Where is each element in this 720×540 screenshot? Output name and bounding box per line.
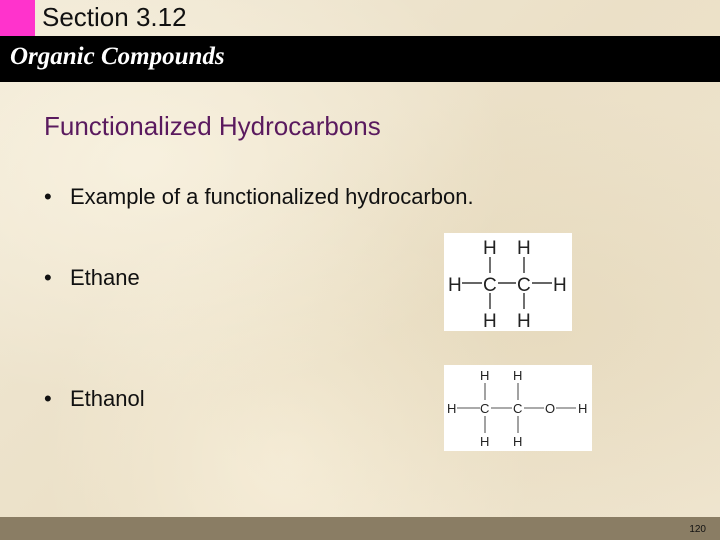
atom-o: O bbox=[545, 401, 556, 416]
bullet-text: Ethanol bbox=[70, 386, 145, 411]
atom-c1: C bbox=[480, 401, 490, 416]
ethanol-structure bbox=[444, 365, 592, 451]
bullet-dot: • bbox=[44, 265, 52, 290]
atom-h-left: H bbox=[448, 275, 462, 296]
atom-h-top-1: H bbox=[480, 368, 490, 383]
chapter-title: Organic Compounds bbox=[10, 43, 225, 70]
atom-c1: C bbox=[483, 275, 497, 296]
bullet-dot: • bbox=[44, 386, 52, 411]
page-number: 120 bbox=[689, 524, 706, 535]
slide-heading: Functionalized Hydrocarbons bbox=[44, 111, 381, 141]
ethane-structure bbox=[444, 233, 572, 331]
atom-c2: C bbox=[513, 401, 523, 416]
atom-h-right: H bbox=[578, 401, 588, 416]
atom-h-top-2: H bbox=[517, 238, 531, 259]
atom-h-top-1: H bbox=[483, 238, 497, 259]
atom-h-top-2: H bbox=[513, 368, 523, 383]
atom-c2: C bbox=[517, 275, 531, 296]
ethanol-structure-diagram bbox=[444, 365, 592, 451]
section-number: Section 3.12 bbox=[42, 2, 187, 32]
bullet-ethanol bbox=[44, 385, 145, 413]
bullet-text: Ethane bbox=[70, 265, 140, 290]
footer-bar bbox=[0, 517, 720, 540]
atom-h-right: H bbox=[553, 275, 567, 296]
bullet-example bbox=[44, 183, 474, 211]
atom-h-left: H bbox=[447, 401, 457, 416]
ethane-structure-diagram bbox=[444, 233, 572, 331]
atom-h-bottom-2: H bbox=[517, 311, 531, 331]
bullet-text: Example of a functionalized hydrocarbon. bbox=[70, 184, 474, 209]
atom-h-bottom-1: H bbox=[480, 434, 490, 449]
atom-h-bottom-1: H bbox=[483, 311, 497, 331]
bullet-ethane bbox=[44, 264, 140, 292]
section-accent-block bbox=[0, 0, 35, 36]
atom-h-bottom-2: H bbox=[513, 434, 523, 449]
bullet-dot: • bbox=[44, 184, 52, 209]
